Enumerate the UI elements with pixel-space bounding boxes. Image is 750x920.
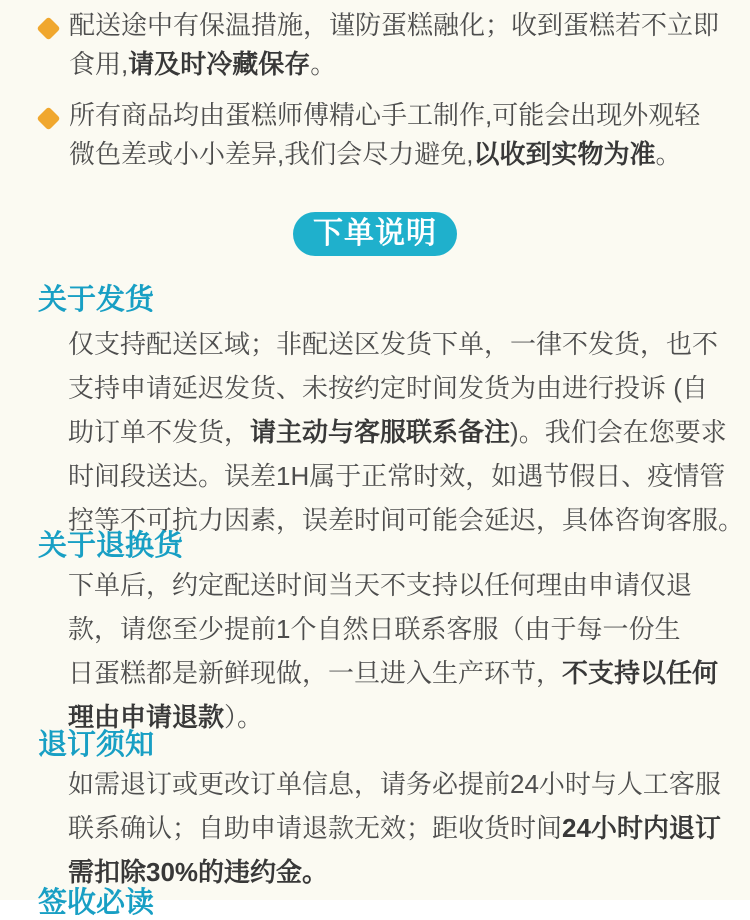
section-body — [68, 563, 730, 739]
notice-text — [69, 6, 719, 84]
order-instructions-button[interactable]: 下单说明 — [293, 212, 457, 256]
notice-line — [69, 96, 700, 135]
text-run: 联系确认；自助申请退款无效；距收货时间 — [68, 813, 563, 843]
body-line — [68, 454, 730, 498]
section-heading: 退订须知 — [38, 729, 155, 761]
sections — [0, 283, 750, 920]
body-line — [68, 366, 730, 410]
section-heading: 签收必读 — [38, 887, 155, 919]
text-run: 所有商品均由蛋糕师傅精心手工制作,可能会出现外观轻 — [69, 100, 701, 130]
notice-line — [69, 6, 719, 45]
order-instructions-badge-row — [0, 212, 750, 256]
text-run: 日蛋糕都是新鲜现做，一旦进入生产环节， — [68, 658, 563, 688]
emphasis-text: 理由申请退款 — [68, 702, 225, 732]
text-run: 如需退订或更改订单信息，请务必提前24小时与人工客服 — [68, 769, 721, 799]
section-heading: 关于发货 — [38, 284, 155, 316]
body-line — [68, 607, 730, 651]
body-line — [68, 651, 730, 695]
diamond-bullet-icon — [36, 16, 60, 40]
notice-item — [36, 96, 720, 174]
text-run: 微色差或小小差异,我们会尽力避免, — [69, 139, 474, 169]
text-run: 下单后，约定配送时间当天不支持以任何理由申请仅退 — [68, 570, 693, 600]
notice-list — [0, 0, 750, 174]
text-run: ）。 — [224, 702, 264, 732]
body-line — [68, 410, 730, 454]
text-run: 食用, — [69, 49, 129, 79]
text-run: 时间段送达。误差1H属于正常时效，如遇节假日、疫情管 — [68, 461, 726, 491]
notice-text — [69, 96, 700, 174]
emphasis-text: 请主动与客服联系备注 — [250, 417, 511, 447]
section-body — [68, 322, 745, 542]
emphasis-text: 请及时冷藏保存 — [128, 49, 311, 79]
section-heading: 关于退换货 — [38, 530, 184, 562]
section-body — [68, 762, 730, 894]
body-line — [68, 806, 730, 850]
notice-item — [36, 6, 720, 84]
notice-line — [69, 45, 719, 84]
body-line — [68, 563, 730, 607]
emphasis-text: 不支持以任何 — [562, 658, 719, 688]
text-run: 仅支持配送区域；非配送区发货下单，一律不发货，也不 — [68, 329, 719, 359]
text-run: 助订单不发货， — [68, 417, 251, 447]
body-line — [68, 322, 730, 366]
diamond-bullet-icon — [36, 106, 60, 130]
text-run: 支持申请延迟发货、未按约定时间发货为由进行投诉 (自 — [68, 373, 708, 403]
text-run: 控等不可抗力因素，误差时间可能会延迟，具体咨询客服。 — [68, 505, 745, 535]
notice-line — [69, 135, 700, 174]
text-run: )。我们会在您要求 — [510, 417, 727, 447]
text-run: 款，请您至少提前1个自然日联系客服（由于每一份生 — [68, 614, 681, 644]
text-run: 。 — [310, 49, 337, 79]
text-run: 配送途中有保温措施，谨防蛋糕融化；收到蛋糕若不立即 — [69, 10, 720, 40]
emphasis-text: 24小时内退订 — [562, 813, 721, 843]
emphasis-text: 需扣除30%的违约金。 — [68, 857, 329, 887]
body-line — [68, 762, 730, 806]
emphasis-text: 以收到实物为准 — [473, 139, 656, 169]
text-run: 。 — [655, 139, 682, 169]
